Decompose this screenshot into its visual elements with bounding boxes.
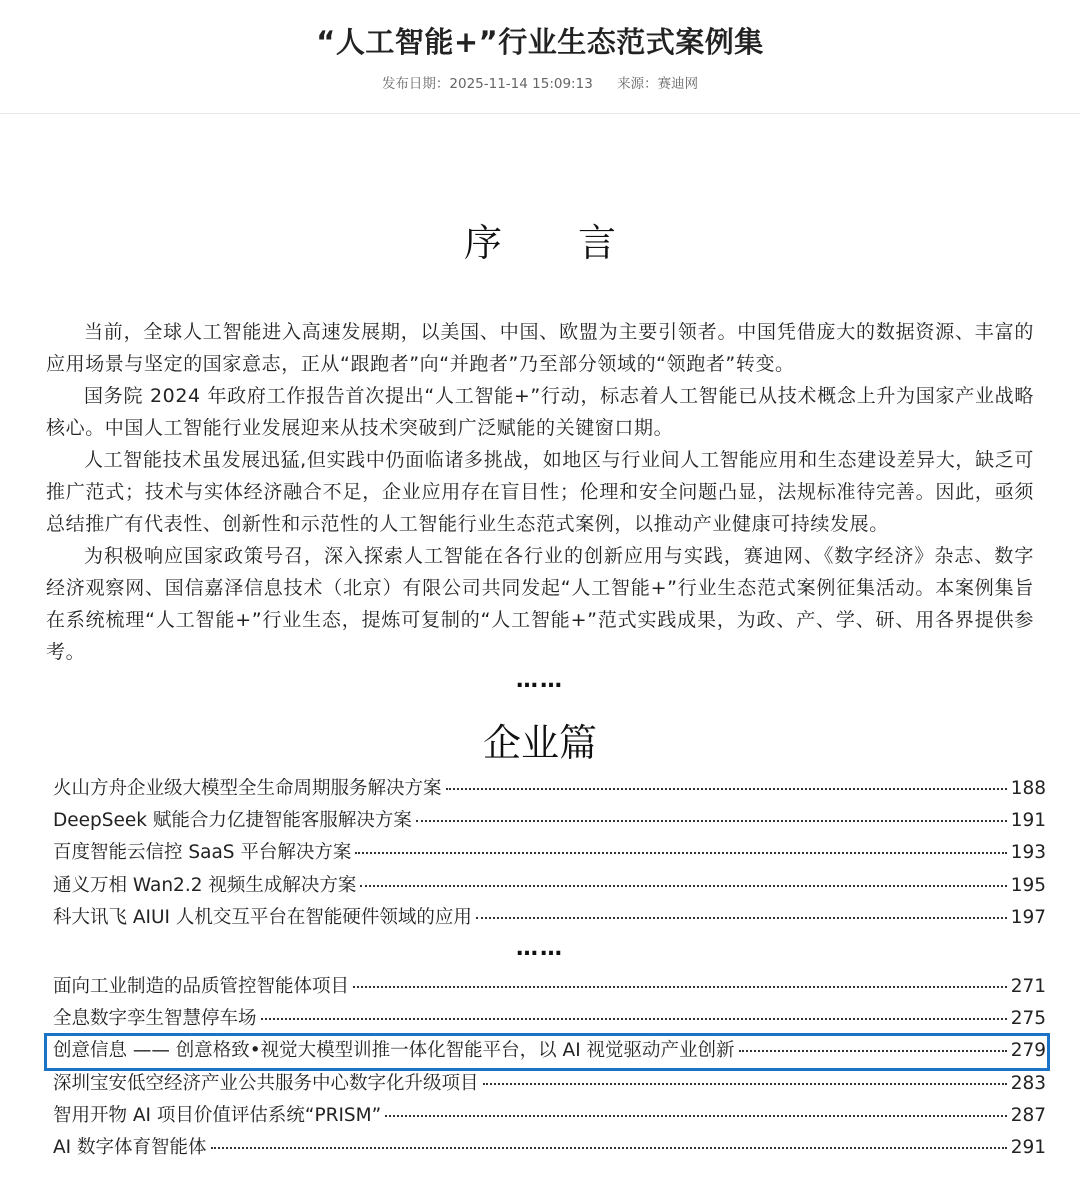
toc-item <box>53 1004 1046 1036</box>
toc-item-label: 智用开物 AI 项目价值评估系统“PRISM” <box>53 1104 382 1126</box>
toc-item-label: 全息数字孪生智慧停车场 <box>53 1008 257 1030</box>
article-title: “人工智能+”行业生态范式案例集 <box>316 25 764 59</box>
toc-leader-dots <box>355 852 1006 854</box>
toc-list-1 <box>53 774 1046 935</box>
toc-item <box>53 1069 1046 1101</box>
preface-ellipsis: …… <box>516 668 564 693</box>
toc-item-label: 创意信息 —— 创意格致•视觉大模型训推一体化智能平台，以 AI 视觉驱动产业创新 <box>53 1040 735 1062</box>
toc-item-page: 271 <box>1010 976 1046 997</box>
toc-item <box>53 838 1046 870</box>
toc-leader-dots <box>385 1115 1006 1117</box>
toc-item-label: 深圳宝安低空经济产业公共服务中心数字化升级项目 <box>53 1072 479 1094</box>
preface-title <box>0 212 1080 267</box>
toc-item-page: 291 <box>1010 1136 1046 1158</box>
toc-item <box>53 774 1046 806</box>
toc-item-page: 283 <box>1010 1072 1046 1094</box>
preface-paragraph: 为积极响应国家政策号召，深入探索人工智能在各行业的创新应用与实践，赛迪网、《数字经济》杂志、数字经济观察网、国信嘉泽信息技术（北京）有限公司共同发起“人工智能+”行业生态范式案例征集活动。本案例集旨在系统梳理“人工智能+”行业生态，提炼可复制的“人工智能+”范式实践成果，为政、产、学、研、用各界提供参考。 <box>46 545 1034 663</box>
source: 来源：赛迪网 <box>617 76 699 92</box>
toc-item-page: 193 <box>1010 842 1046 864</box>
toc-item-page: 195 <box>1010 874 1046 896</box>
preface-paragraph: 当前，全球人工智能进入高速发展期，以美国、中国、欧盟为主要引领者。中国凭借庞大的数据资源、丰富的应用场景与坚定的国家意志，正从“跟跑者”向“并跑者”乃至部分领域的“领跑者”转变。 <box>46 321 1034 375</box>
toc-item <box>53 972 1046 1004</box>
preface-paragraph: 国务院 2024 年政府工作报告首次提出“人工智能+”行动，标志着人工智能已从技术概念上升为国家产业战略核心。中国人工智能行业发展迎来从技术突破到广泛赋能的关键窗口期。 <box>46 385 1034 439</box>
toc-item <box>53 806 1046 838</box>
toc-item-label: 面向工业制造的品质管控智能体项目 <box>53 976 350 997</box>
toc-item <box>53 1133 1046 1165</box>
toc-item-page: 188 <box>1010 778 1046 799</box>
toc-leader-dots <box>353 986 1007 988</box>
toc-leader-dots <box>739 1050 1007 1052</box>
preface-title-char-2: 言 <box>578 221 617 265</box>
toc-item <box>53 871 1046 903</box>
toc-leader-dots <box>416 820 1007 822</box>
toc-item-label: AI 数字体育智能体 <box>53 1136 207 1158</box>
toc-list-2 <box>53 972 1046 1165</box>
article-header <box>0 0 1080 114</box>
toc-item-label: 百度智能云信控 SaaS 平台解决方案 <box>53 842 352 864</box>
preface-paragraph: 人工智能技术虽发展迅猛,但实践中仍面临诸多挑战，如地区与行业间人工智能应用和生态建设差异大，缺乏可推广范式；技术与实体经济融合不足，企业应用存在盲目性；伦理和安全问题凸显，法规标准待完善。因此，亟须总结推广有代表性、创新性和示范性的人工智能行业生态范式案例，以推动产业健康可持续发展。 <box>46 449 1034 535</box>
section-title-enterprise: 企业篇 <box>482 721 597 765</box>
toc-ellipsis: …… <box>516 936 564 961</box>
toc-item <box>53 1101 1046 1133</box>
toc-item-page: 197 <box>1010 906 1046 928</box>
toc-item-page: 275 <box>1010 1008 1046 1030</box>
publish-date: 发布日期：2025-11-14 15:09:13 <box>381 76 593 92</box>
toc-item-highlighted <box>53 1036 1046 1068</box>
toc-item-page: 191 <box>1010 810 1046 832</box>
toc-item-label: 科大讯飞 AIUI 人机交互平台在智能硬件领域的应用 <box>53 906 472 928</box>
toc-leader-dots <box>261 1018 1007 1020</box>
toc-item-label: DeepSeek 赋能合力亿捷智能客服解决方案 <box>53 810 412 832</box>
toc-leader-dots <box>211 1147 1007 1149</box>
preface-title-char-1: 序 <box>463 221 502 265</box>
article-meta <box>0 72 1080 92</box>
toc-item-page: 287 <box>1010 1104 1046 1126</box>
toc-leader-dots <box>483 1083 1007 1085</box>
toc-leader-dots <box>360 885 1006 887</box>
toc-item-page: 279 <box>1010 1040 1046 1062</box>
toc-item-label: 火山方舟企业级大模型全生命周期服务解决方案 <box>53 778 442 799</box>
toc-leader-dots <box>446 788 1007 790</box>
toc-leader-dots <box>476 917 1007 919</box>
preface-body <box>46 316 1034 668</box>
toc-item-label: 通义万相 Wan2.2 视频生成解决方案 <box>53 874 357 896</box>
toc-item <box>53 903 1046 935</box>
